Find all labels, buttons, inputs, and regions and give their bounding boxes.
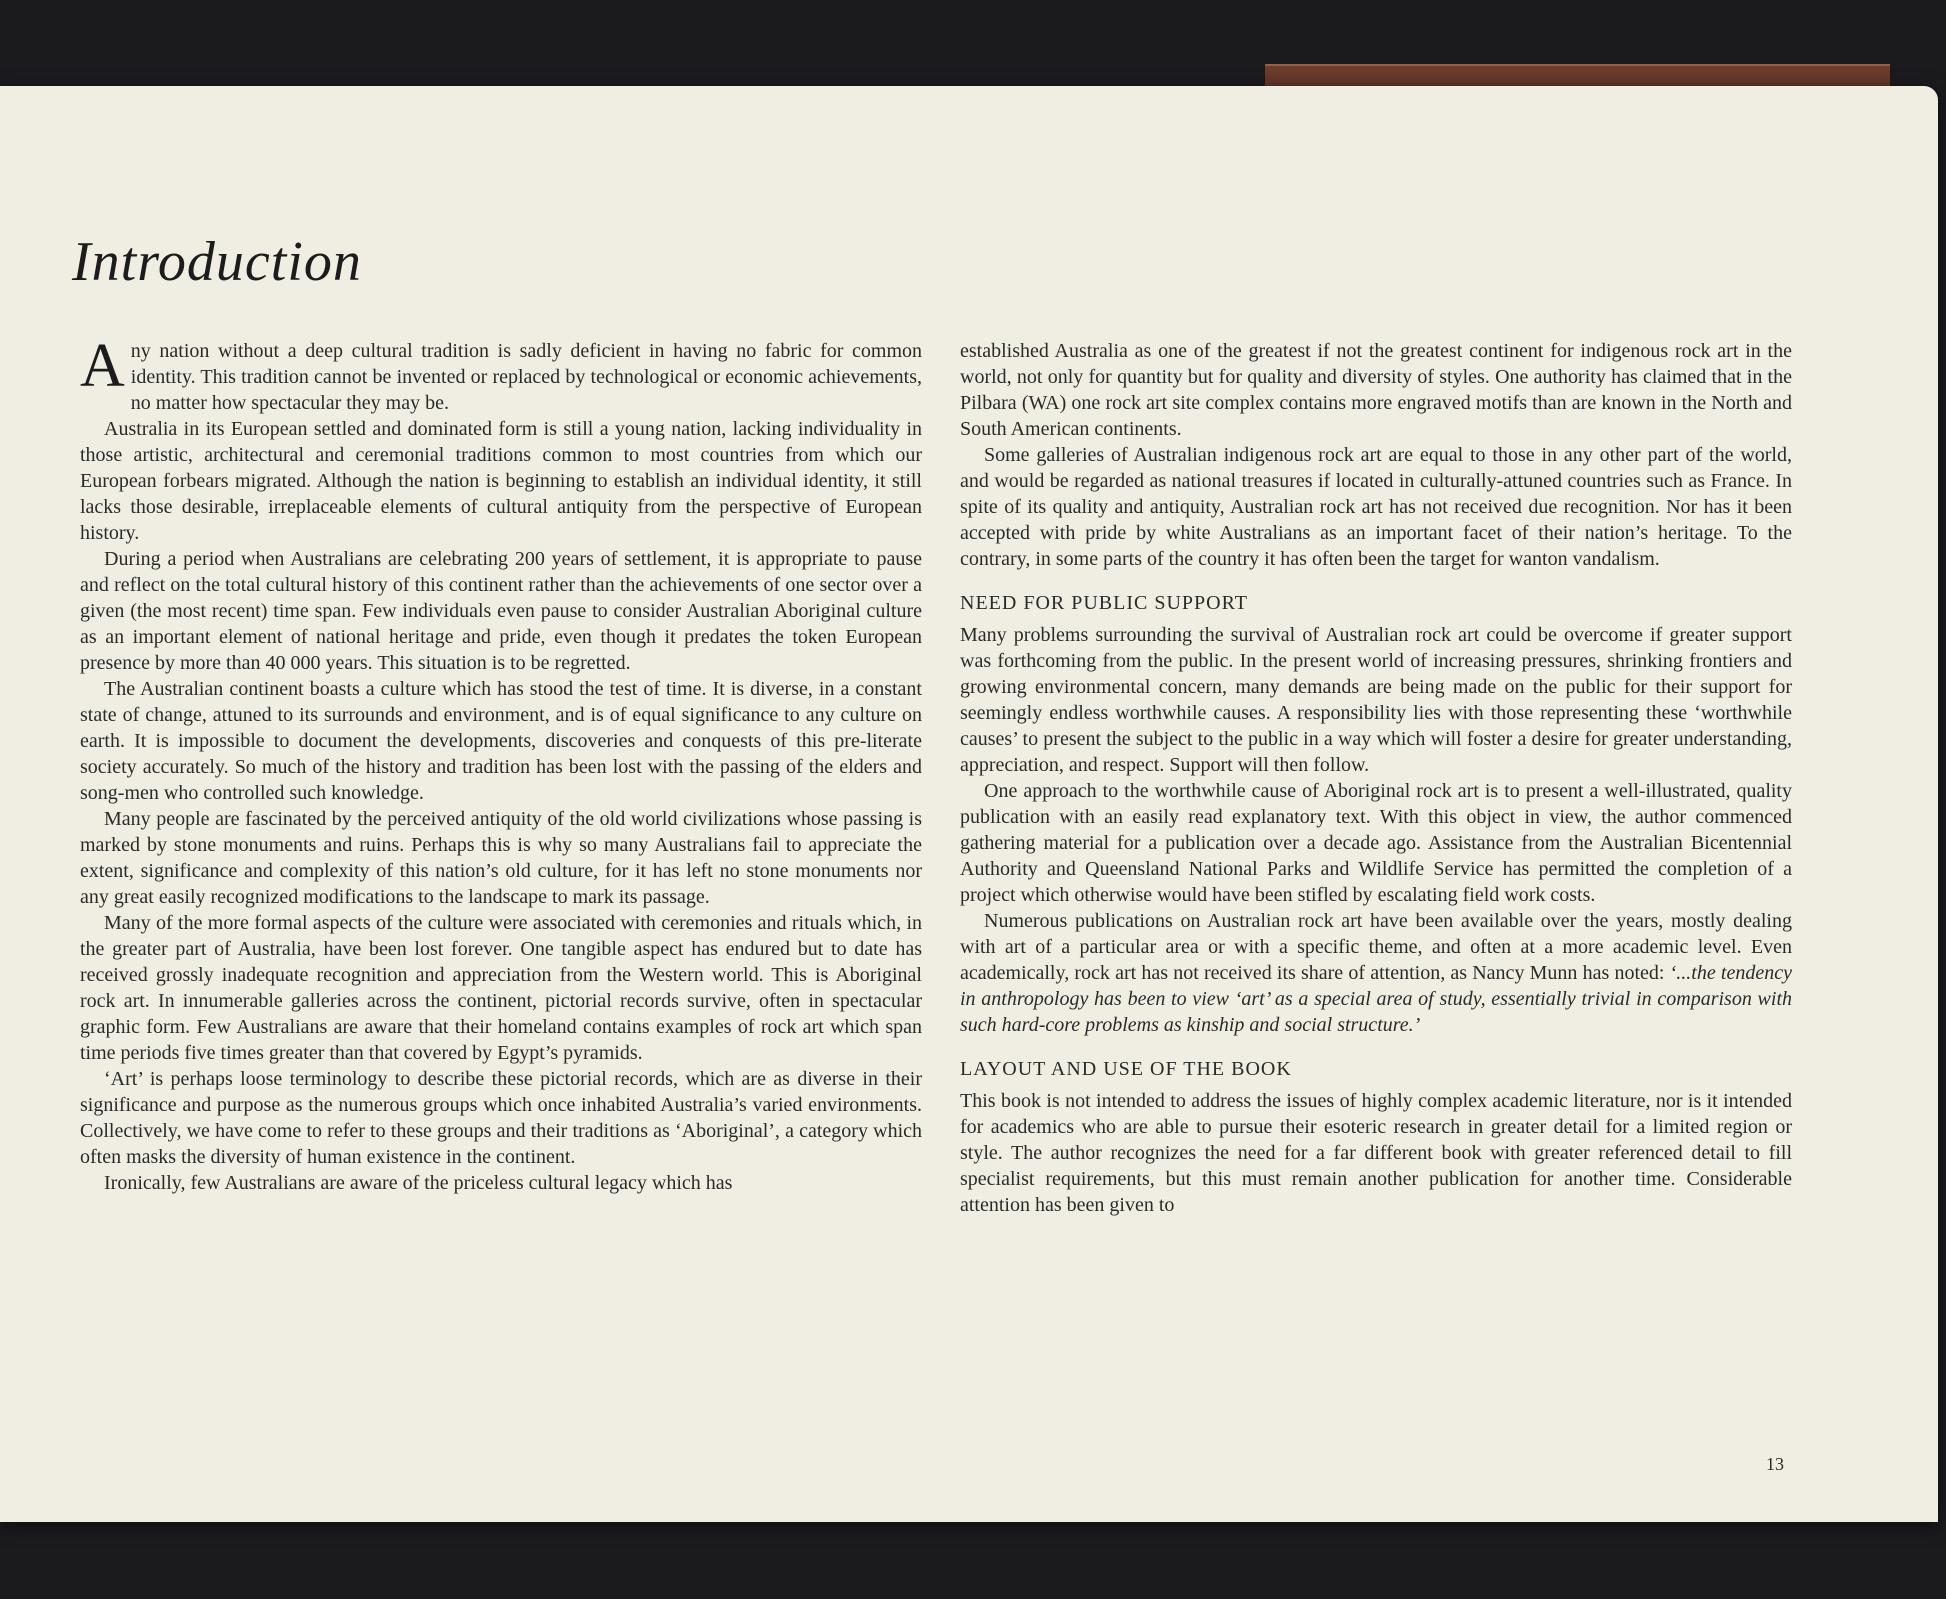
paragraph: The Australian continent boasts a culture which has stood the test of time. It is diverse, in a constant state of change, attuned to its surrounds and environment, and is of equal significance to any culture on earth. It is impossible to document the developments, discoveries and conquests of this pre-literate society accurately. So much of the history and tradition has been lost with the passing of the elders and song-men who controlled such knowledge. — [80, 678, 922, 804]
paragraph: established Australia as one of the greatest if not the greatest continent for indigenous rock art in the world, not only for quantity but for quality and diversity of styles. One authority has claimed that in the Pilbara (WA) one rock art site complex contains more engraved motifs than are known in the North and South American continents. — [960, 340, 1792, 440]
left-column — [80, 332, 922, 1196]
paragraph: Many people are fascinated by the perceived antiquity of the old world civilizations whose passing is marked by stone monuments and ruins. Perhaps this is why so many Australians fail to appreciate the extent, significance and complexity of this nation’s old culture, for it has left no stone monuments nor any great easily recognized modifications to the landscape to mark its passage. — [80, 808, 922, 908]
section-heading-public-support: NEED FOR PUBLIC SUPPORT — [960, 592, 1248, 614]
paragraph: Many problems surrounding the survival of Australian rock art could be overcome if greater support was forthcoming from the public. In the present world of increasing pressures, shrinking frontiers and growing environmental concern, many demands are being made on the public for their support for seemingly endless worthwhile causes. A responsibility lies with those representing these ‘worthwhile causes’ to present the subject to the public in a way which will foster a desire for greater understanding, appreciation, and respect. Support will then follow. — [960, 624, 1792, 776]
paragraph: This book is not intended to address the issues of highly complex academic literature, nor is it intended for academics who are able to pursue their esoteric research in greater detail for a limited region or style. The author recognizes the need for a far different book with greater referenced detail to fill specialist requirements, but this must remain another publication for another time. Considerable attention has been given to — [960, 1090, 1792, 1216]
paragraph-text: Numerous publications on Australian rock art have been available over the years, mostly dealing with art of a particular area or with a specific theme, and often at a more academic level. Even academically, rock art has not received its share of attention, as Nancy Munn has noted: — [960, 910, 1792, 984]
opening-paragraph — [80, 332, 922, 416]
page-number: 13 — [1766, 1454, 1784, 1474]
opening-paragraph-text: ny nation without a deep cultural tradition is sadly deficient in having no fabric for common identity. This tradition cannot be invented or replaced by technological or economic achievements, no matter how spectacular they may be. — [130, 340, 922, 414]
drop-cap: A — [80, 332, 125, 400]
paragraph: Some galleries of Australian indigenous rock art are equal to those in any other part of the world, and would be regarded as national treasures if located in culturally-attuned countries such as France. In spite of its quality and antiquity, Australian rock art has not received due recognition. Nor has it been accepted with pride by white Australians as an important facet of their nation’s heritage. To the contrary, in some parts of the country it has often been the target for wanton vandalism. — [960, 444, 1792, 570]
paragraph-with-quote — [960, 908, 1792, 1038]
paragraph: During a period when Australians are celebrating 200 years of settlement, it is appropriate to pause and reflect on the total cultural history of this continent rather than the achievements of one sector over a given (the most recent) time span. Few individuals even pause to consider Australian Aboriginal culture as an important element of national heritage and pride, even though it predates the token European presence by more than 40 000 years. This situation is to be regretted. — [80, 548, 922, 674]
paragraph: ‘Art’ is perhaps loose terminology to describe these pictorial records, which are as diverse in their significance and purpose as the numerous groups which once inhabited Australia’s varied environments. Collectively, we have come to refer to these groups and their traditions as ‘Aboriginal’, a category which often masks the diversity of human existence in the continent. — [80, 1068, 922, 1168]
section-heading-layout: LAYOUT AND USE OF THE BOOK — [960, 1058, 1292, 1080]
paragraph: Many of the more formal aspects of the culture were associated with ceremonies and rituals which, in the greater part of Australia, have been lost forever. One tangible aspect has endured but to date has received grossly inadequate recognition and appreciation from the Western world. This is Aboriginal rock art. In innumerable galleries across the continent, pictorial records survive, often in spectacular graphic form. Few Australians are aware that their homeland contains examples of rock art which span time periods five times greater than that covered by Egypt’s pyramids. — [80, 912, 922, 1064]
paragraph: One approach to the worthwhile cause of Aboriginal rock art is to present a well-illustrated, quality publication with an easily read explanatory text. With this object in view, the author commenced gathering material for a publication over a decade ago. Assistance from the Australian Bicentennial Authority and Queensland National Parks and Wildlife Service has permitted the completion of a project which otherwise would have been stifled by escalating field work costs. — [960, 780, 1792, 906]
paragraph: Australia in its European settled and dominated form is still a young nation, lacking individuality in those artistic, architectural and ceremonial traditions common to most countries from which our European forbears migrated. Although the nation is beginning to establish an individual identity, it still lacks those desirable, irreplaceable elements of cultural antiquity from the perspective of European history. — [80, 418, 922, 544]
quotation: ‘...the tendency in anthropology has been to view ‘art’ as a special area of study, essentially trivial in comparison with such hard-core problems as kinship and social structure.’ — [960, 962, 1792, 1036]
page-title: Introduction — [72, 231, 362, 293]
paragraph: Ironically, few Australians are aware of the priceless cultural legacy which has — [104, 1172, 733, 1194]
right-column — [960, 338, 1792, 1218]
